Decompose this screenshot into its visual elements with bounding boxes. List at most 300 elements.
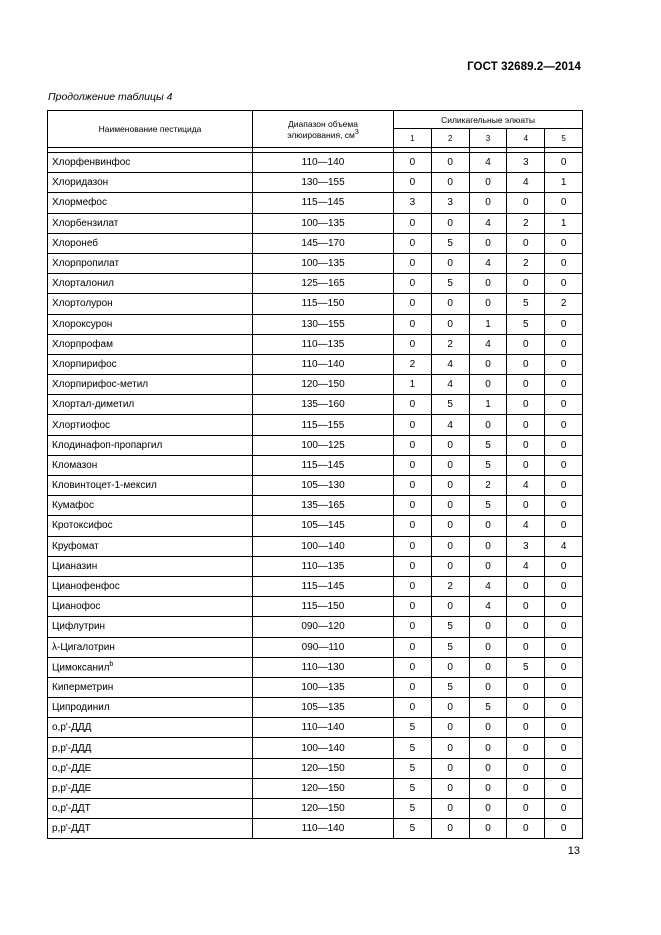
eluate-5-value: 0 bbox=[545, 738, 583, 758]
elution-range-cell: 120—150 bbox=[253, 778, 394, 798]
pesticide-name-cell bbox=[48, 395, 253, 415]
pesticide-name-cell bbox=[48, 617, 253, 637]
eluate-5-value: 0 bbox=[545, 576, 583, 596]
document-standard-number: ГОСТ 32689.2—2014 bbox=[467, 61, 581, 73]
eluate-2-value: 0 bbox=[431, 516, 469, 536]
eluate-5-value: 0 bbox=[545, 314, 583, 334]
table-row bbox=[48, 173, 583, 193]
eluate-2-value: 3 bbox=[431, 193, 469, 213]
eluate-2-value: 0 bbox=[431, 435, 469, 455]
eluate-1-value: 0 bbox=[394, 476, 432, 496]
eluate-3-value: 0 bbox=[469, 294, 507, 314]
eluate-5-value: 0 bbox=[545, 233, 583, 253]
table-row bbox=[48, 375, 583, 395]
eluate-3-value: 0 bbox=[469, 516, 507, 536]
pesticide-name: Хлороксурон bbox=[52, 318, 113, 330]
table-row bbox=[48, 253, 583, 273]
table-row bbox=[48, 455, 583, 475]
pesticide-name: Круфомат bbox=[52, 540, 99, 552]
pesticide-name-cell bbox=[48, 294, 253, 314]
pesticide-name: Хлорпирифос bbox=[52, 358, 117, 370]
eluate-2-value: 0 bbox=[431, 758, 469, 778]
footnote-marker: b bbox=[109, 661, 114, 669]
eluate-1-value: 2 bbox=[394, 354, 432, 374]
table-row bbox=[48, 476, 583, 496]
elution-range-cell: 105—135 bbox=[253, 698, 394, 718]
table-row bbox=[48, 637, 583, 657]
pesticide-name: Цифлутрин bbox=[52, 621, 106, 633]
column-header-elution-range-line1: Диапазон объема bbox=[288, 118, 358, 129]
pesticide-name: Ципродинил bbox=[52, 702, 110, 714]
pesticide-name-cell bbox=[48, 253, 253, 273]
eluate-1-value: 0 bbox=[394, 516, 432, 536]
eluate-1-value: 5 bbox=[394, 738, 432, 758]
eluate-2-value: 5 bbox=[431, 395, 469, 415]
pesticide-name-cell bbox=[48, 819, 253, 839]
elution-range-cell: 130—155 bbox=[253, 314, 394, 334]
eluate-4-value: 0 bbox=[507, 193, 545, 213]
pesticide-name: Хлоридазон bbox=[52, 177, 109, 189]
elution-range-cell: 100—140 bbox=[253, 536, 394, 556]
eluate-2-value: 0 bbox=[431, 778, 469, 798]
pesticide-name: Кротоксифос bbox=[52, 520, 113, 532]
pesticide-name: Хлормефос bbox=[52, 197, 107, 209]
elution-range-cell: 120—150 bbox=[253, 799, 394, 819]
eluate-4-value: 0 bbox=[507, 597, 545, 617]
eluate-number-5: 5 bbox=[545, 129, 583, 148]
elution-range-cell: 090—120 bbox=[253, 617, 394, 637]
column-header-silica-eluates: Силикагельные элюаты bbox=[394, 111, 583, 129]
table-row bbox=[48, 799, 583, 819]
table-row bbox=[48, 516, 583, 536]
pesticide-name-cell bbox=[48, 173, 253, 193]
pesticide-name-cell bbox=[48, 274, 253, 294]
eluate-1-value: 0 bbox=[394, 677, 432, 697]
pesticide-name: λ-Цигалотрин bbox=[52, 641, 115, 653]
elution-range-cell: 120—150 bbox=[253, 758, 394, 778]
eluate-4-value: 5 bbox=[507, 314, 545, 334]
pesticide-name: Хлорбензилат bbox=[52, 217, 119, 229]
table-row bbox=[48, 354, 583, 374]
eluate-1-value: 0 bbox=[394, 637, 432, 657]
table-row bbox=[48, 334, 583, 354]
eluate-5-value: 0 bbox=[545, 435, 583, 455]
eluate-2-value: 0 bbox=[431, 294, 469, 314]
eluate-1-value: 0 bbox=[394, 496, 432, 516]
table-row bbox=[48, 617, 583, 637]
eluate-5-value: 0 bbox=[545, 193, 583, 213]
table-row bbox=[48, 597, 583, 617]
pesticide-name-cell bbox=[48, 435, 253, 455]
elution-range-cell: 110—140 bbox=[253, 718, 394, 738]
pesticide-name: p,p'-ДДТ bbox=[52, 823, 91, 835]
eluate-4-value: 0 bbox=[507, 496, 545, 516]
pesticide-name: Киперметрин bbox=[52, 681, 114, 693]
elution-range-cell: 135—160 bbox=[253, 395, 394, 415]
eluate-3-value: 2 bbox=[469, 476, 507, 496]
eluate-3-value: 0 bbox=[469, 556, 507, 576]
eluate-2-value: 0 bbox=[431, 698, 469, 718]
eluate-2-value: 0 bbox=[431, 718, 469, 738]
eluate-1-value: 0 bbox=[394, 334, 432, 354]
column-header-elution-range bbox=[253, 111, 394, 148]
pesticide-name: Кломазон bbox=[52, 459, 98, 471]
eluate-3-value: 0 bbox=[469, 193, 507, 213]
pesticide-name: o,p'-ДДД bbox=[52, 722, 92, 734]
eluate-4-value: 0 bbox=[507, 354, 545, 374]
pesticide-name: o,p'-ДДТ bbox=[52, 803, 91, 815]
eluate-5-value: 0 bbox=[545, 153, 583, 173]
pesticide-name: o,p'-ДДЕ bbox=[52, 762, 92, 774]
eluate-4-value: 3 bbox=[507, 153, 545, 173]
eluate-5-value: 0 bbox=[545, 657, 583, 677]
eluate-4-value: 0 bbox=[507, 455, 545, 475]
eluate-2-value: 5 bbox=[431, 677, 469, 697]
table-row bbox=[48, 718, 583, 738]
eluate-1-value: 1 bbox=[394, 375, 432, 395]
table-row bbox=[48, 698, 583, 718]
eluate-number-3: 3 bbox=[469, 129, 507, 148]
eluate-4-value: 0 bbox=[507, 334, 545, 354]
eluate-1-value: 0 bbox=[394, 395, 432, 415]
eluate-number-2: 2 bbox=[431, 129, 469, 148]
eluate-4-value: 0 bbox=[507, 819, 545, 839]
elution-range-cell: 115—145 bbox=[253, 576, 394, 596]
eluate-4-value: 0 bbox=[507, 415, 545, 435]
eluate-3-value: 0 bbox=[469, 536, 507, 556]
elution-range-cell: 115—150 bbox=[253, 597, 394, 617]
pesticide-eluate-table bbox=[47, 110, 583, 839]
eluate-5-value: 4 bbox=[545, 536, 583, 556]
pesticide-name: Хлоронеб bbox=[52, 237, 99, 249]
pesticide-name-cell bbox=[48, 153, 253, 173]
pesticide-name-cell bbox=[48, 576, 253, 596]
eluate-4-value: 4 bbox=[507, 476, 545, 496]
eluate-2-value: 0 bbox=[431, 738, 469, 758]
eluate-1-value: 0 bbox=[394, 576, 432, 596]
eluate-2-value: 0 bbox=[431, 819, 469, 839]
pesticide-name-cell bbox=[48, 758, 253, 778]
eluate-5-value: 0 bbox=[545, 718, 583, 738]
eluate-2-value: 0 bbox=[431, 314, 469, 334]
pesticide-name: Хлортолурон bbox=[52, 298, 113, 310]
eluate-5-value: 1 bbox=[545, 173, 583, 193]
eluate-4-value: 5 bbox=[507, 294, 545, 314]
table-row bbox=[48, 657, 583, 677]
eluate-4-value: 0 bbox=[507, 637, 545, 657]
pesticide-name-cell bbox=[48, 799, 253, 819]
table-row bbox=[48, 778, 583, 798]
eluate-3-value: 5 bbox=[469, 435, 507, 455]
eluate-5-value: 0 bbox=[545, 597, 583, 617]
eluate-5-value: 0 bbox=[545, 375, 583, 395]
elution-range-cell: 125—165 bbox=[253, 274, 394, 294]
eluate-1-value: 0 bbox=[394, 657, 432, 677]
eluate-3-value: 4 bbox=[469, 213, 507, 233]
eluate-1-value: 0 bbox=[394, 213, 432, 233]
table-row bbox=[48, 314, 583, 334]
elution-range-cell: 100—125 bbox=[253, 435, 394, 455]
eluate-1-value: 0 bbox=[394, 253, 432, 273]
elution-range-cell: 100—135 bbox=[253, 677, 394, 697]
eluate-4-value: 4 bbox=[507, 516, 545, 536]
eluate-3-value: 4 bbox=[469, 153, 507, 173]
elution-range-cell: 115—145 bbox=[253, 455, 394, 475]
eluate-5-value: 0 bbox=[545, 758, 583, 778]
table-row bbox=[48, 233, 583, 253]
eluate-4-value: 0 bbox=[507, 435, 545, 455]
eluate-1-value: 0 bbox=[394, 536, 432, 556]
eluate-1-value: 5 bbox=[394, 799, 432, 819]
eluate-3-value: 0 bbox=[469, 778, 507, 798]
pesticide-name-cell bbox=[48, 516, 253, 536]
eluate-5-value: 0 bbox=[545, 496, 583, 516]
eluate-1-value: 5 bbox=[394, 819, 432, 839]
eluate-3-value: 4 bbox=[469, 576, 507, 596]
table-row bbox=[48, 536, 583, 556]
pesticide-name-cell bbox=[48, 193, 253, 213]
eluate-4-value: 0 bbox=[507, 617, 545, 637]
eluate-1-value: 5 bbox=[394, 758, 432, 778]
eluate-2-value: 0 bbox=[431, 455, 469, 475]
eluate-3-value: 5 bbox=[469, 698, 507, 718]
eluate-5-value: 0 bbox=[545, 516, 583, 536]
eluate-4-value: 0 bbox=[507, 718, 545, 738]
eluate-2-value: 0 bbox=[431, 253, 469, 273]
eluate-4-value: 0 bbox=[507, 758, 545, 778]
eluate-2-value: 4 bbox=[431, 354, 469, 374]
eluate-2-value: 0 bbox=[431, 556, 469, 576]
eluate-4-value: 0 bbox=[507, 778, 545, 798]
pesticide-name-cell bbox=[48, 354, 253, 374]
pesticide-name: Хлортал-диметил bbox=[52, 399, 135, 411]
pesticide-name-cell bbox=[48, 375, 253, 395]
eluate-1-value: 0 bbox=[394, 455, 432, 475]
table-row bbox=[48, 193, 583, 213]
table-row bbox=[48, 758, 583, 778]
elution-range-cell: 110—130 bbox=[253, 657, 394, 677]
pesticide-name: Хлорпрофам bbox=[52, 338, 113, 350]
unit-superscript: 3 bbox=[354, 128, 359, 136]
eluate-3-value: 0 bbox=[469, 617, 507, 637]
eluate-3-value: 4 bbox=[469, 334, 507, 354]
eluate-2-value: 5 bbox=[431, 233, 469, 253]
eluate-3-value: 0 bbox=[469, 677, 507, 697]
table-row bbox=[48, 435, 583, 455]
elution-range-cell: 100—135 bbox=[253, 213, 394, 233]
eluate-2-value: 0 bbox=[431, 173, 469, 193]
eluate-5-value: 0 bbox=[545, 637, 583, 657]
eluate-2-value: 0 bbox=[431, 153, 469, 173]
eluate-2-value: 0 bbox=[431, 213, 469, 233]
eluate-3-value: 0 bbox=[469, 819, 507, 839]
eluate-5-value: 0 bbox=[545, 677, 583, 697]
pesticide-name-cell bbox=[48, 334, 253, 354]
pesticide-name-cell bbox=[48, 677, 253, 697]
eluate-4-value: 0 bbox=[507, 576, 545, 596]
eluate-5-value: 0 bbox=[545, 476, 583, 496]
eluate-number-4: 4 bbox=[507, 129, 545, 148]
pesticide-name-cell bbox=[48, 597, 253, 617]
pesticide-name-cell bbox=[48, 455, 253, 475]
pesticide-name: Кумафос bbox=[52, 500, 94, 512]
eluate-5-value: 0 bbox=[545, 556, 583, 576]
eluate-4-value: 0 bbox=[507, 738, 545, 758]
eluate-3-value: 0 bbox=[469, 173, 507, 193]
table-row bbox=[48, 556, 583, 576]
eluate-3-value: 0 bbox=[469, 738, 507, 758]
pesticide-name-cell bbox=[48, 718, 253, 738]
eluate-1-value: 3 bbox=[394, 193, 432, 213]
pesticide-name: Кловинтоцет-1-мексил bbox=[52, 480, 157, 492]
eluate-5-value: 0 bbox=[545, 334, 583, 354]
eluate-3-value: 5 bbox=[469, 455, 507, 475]
pesticide-name-cell bbox=[48, 213, 253, 233]
pesticide-name-cell bbox=[48, 698, 253, 718]
eluate-4-value: 0 bbox=[507, 698, 545, 718]
pesticide-name: Хлорфенвинфос bbox=[52, 157, 131, 169]
pesticide-name-cell bbox=[48, 314, 253, 334]
pesticide-name: Хлорпирифос-метил bbox=[52, 379, 149, 391]
eluate-3-value: 1 bbox=[469, 395, 507, 415]
table-row bbox=[48, 294, 583, 314]
eluate-2-value: 0 bbox=[431, 476, 469, 496]
eluate-2-value: 4 bbox=[431, 415, 469, 435]
eluate-1-value: 0 bbox=[394, 153, 432, 173]
table-row bbox=[48, 819, 583, 839]
elution-range-cell: 135—165 bbox=[253, 496, 394, 516]
elution-range-cell: 145—170 bbox=[253, 233, 394, 253]
eluate-5-value: 2 bbox=[545, 294, 583, 314]
eluate-5-value: 0 bbox=[545, 617, 583, 637]
pesticide-name-cell bbox=[48, 476, 253, 496]
eluate-3-value: 0 bbox=[469, 758, 507, 778]
eluate-3-value: 0 bbox=[469, 375, 507, 395]
eluate-4-value: 0 bbox=[507, 677, 545, 697]
eluate-2-value: 4 bbox=[431, 375, 469, 395]
eluate-2-value: 5 bbox=[431, 274, 469, 294]
eluate-1-value: 0 bbox=[394, 314, 432, 334]
pesticide-name: Клодинафоп-пропаргил bbox=[52, 439, 163, 451]
elution-range-cell: 100—140 bbox=[253, 738, 394, 758]
eluate-2-value: 5 bbox=[431, 637, 469, 657]
eluate-5-value: 0 bbox=[545, 778, 583, 798]
eluate-3-value: 0 bbox=[469, 354, 507, 374]
eluate-2-value: 0 bbox=[431, 536, 469, 556]
pesticide-name-cell bbox=[48, 778, 253, 798]
elution-range-cell: 110—140 bbox=[253, 153, 394, 173]
eluate-3-value: 0 bbox=[469, 233, 507, 253]
eluate-2-value: 5 bbox=[431, 617, 469, 637]
table-caption: Продолжение таблицы 4 bbox=[48, 91, 173, 103]
elution-range-cell: 130—155 bbox=[253, 173, 394, 193]
elution-range-cell: 105—145 bbox=[253, 516, 394, 536]
pesticide-name-cell bbox=[48, 637, 253, 657]
pesticide-name-cell bbox=[48, 496, 253, 516]
eluate-2-value: 2 bbox=[431, 334, 469, 354]
pesticide-name-cell bbox=[48, 556, 253, 576]
eluate-1-value: 0 bbox=[394, 556, 432, 576]
pesticide-name: Цианазин bbox=[52, 560, 98, 572]
eluate-1-value: 0 bbox=[394, 233, 432, 253]
eluate-5-value: 0 bbox=[545, 819, 583, 839]
elution-range-cell: 110—140 bbox=[253, 354, 394, 374]
table-row bbox=[48, 738, 583, 758]
table-body bbox=[48, 153, 583, 839]
table-row bbox=[48, 213, 583, 233]
pesticide-name: Хлорталонил bbox=[52, 278, 115, 290]
table-row bbox=[48, 415, 583, 435]
table-row bbox=[48, 496, 583, 516]
elution-range-cell: 115—155 bbox=[253, 415, 394, 435]
eluate-3-value: 5 bbox=[469, 496, 507, 516]
table-row bbox=[48, 274, 583, 294]
eluate-1-value: 0 bbox=[394, 274, 432, 294]
eluate-1-value: 0 bbox=[394, 435, 432, 455]
page-number: 13 bbox=[567, 845, 580, 857]
pesticide-name: p,p'-ДДД bbox=[52, 742, 92, 754]
pesticide-name-cell bbox=[48, 536, 253, 556]
elution-range-cell: 120—150 bbox=[253, 375, 394, 395]
pesticide-name-cell bbox=[48, 233, 253, 253]
elution-range-cell: 100—135 bbox=[253, 253, 394, 273]
eluate-5-value: 0 bbox=[545, 415, 583, 435]
eluate-1-value: 0 bbox=[394, 415, 432, 435]
column-header-pesticide-name: Наименование пестицида bbox=[48, 111, 253, 148]
eluate-3-value: 0 bbox=[469, 718, 507, 738]
eluate-4-value: 0 bbox=[507, 799, 545, 819]
pesticide-name: Хлортиофос bbox=[52, 419, 111, 431]
pesticide-name: Цимоксанил bbox=[52, 662, 110, 674]
eluate-4-value: 0 bbox=[507, 274, 545, 294]
eluate-4-value: 2 bbox=[507, 253, 545, 273]
eluate-5-value: 1 bbox=[545, 213, 583, 233]
pesticide-name: Цианофос bbox=[52, 601, 101, 613]
elution-range-cell: 115—150 bbox=[253, 294, 394, 314]
eluate-5-value: 0 bbox=[545, 253, 583, 273]
eluate-1-value: 0 bbox=[394, 698, 432, 718]
eluate-4-value: 0 bbox=[507, 375, 545, 395]
eluate-3-value: 0 bbox=[469, 274, 507, 294]
eluate-2-value: 2 bbox=[431, 576, 469, 596]
pesticide-name: p,p'-ДДЕ bbox=[52, 782, 92, 794]
elution-range-cell: 110—140 bbox=[253, 819, 394, 839]
eluate-4-value: 2 bbox=[507, 213, 545, 233]
eluate-1-value: 0 bbox=[394, 173, 432, 193]
eluate-1-value: 0 bbox=[394, 597, 432, 617]
eluate-5-value: 0 bbox=[545, 455, 583, 475]
table-row bbox=[48, 677, 583, 697]
eluate-5-value: 0 bbox=[545, 274, 583, 294]
eluate-4-value: 4 bbox=[507, 173, 545, 193]
eluate-3-value: 0 bbox=[469, 799, 507, 819]
eluate-5-value: 0 bbox=[545, 354, 583, 374]
eluate-4-value: 0 bbox=[507, 233, 545, 253]
eluate-3-value: 1 bbox=[469, 314, 507, 334]
column-header-elution-range-line2: элюирования, см bbox=[287, 129, 355, 140]
eluate-2-value: 0 bbox=[431, 597, 469, 617]
pesticide-name: Цианофенфос bbox=[52, 581, 120, 593]
eluate-3-value: 4 bbox=[469, 253, 507, 273]
elution-range-cell: 090—110 bbox=[253, 637, 394, 657]
eluate-5-value: 0 bbox=[545, 698, 583, 718]
eluate-1-value: 5 bbox=[394, 778, 432, 798]
table-row bbox=[48, 576, 583, 596]
eluate-1-value: 5 bbox=[394, 718, 432, 738]
table-row bbox=[48, 395, 583, 415]
elution-range-cell: 110—135 bbox=[253, 556, 394, 576]
eluate-3-value: 0 bbox=[469, 637, 507, 657]
